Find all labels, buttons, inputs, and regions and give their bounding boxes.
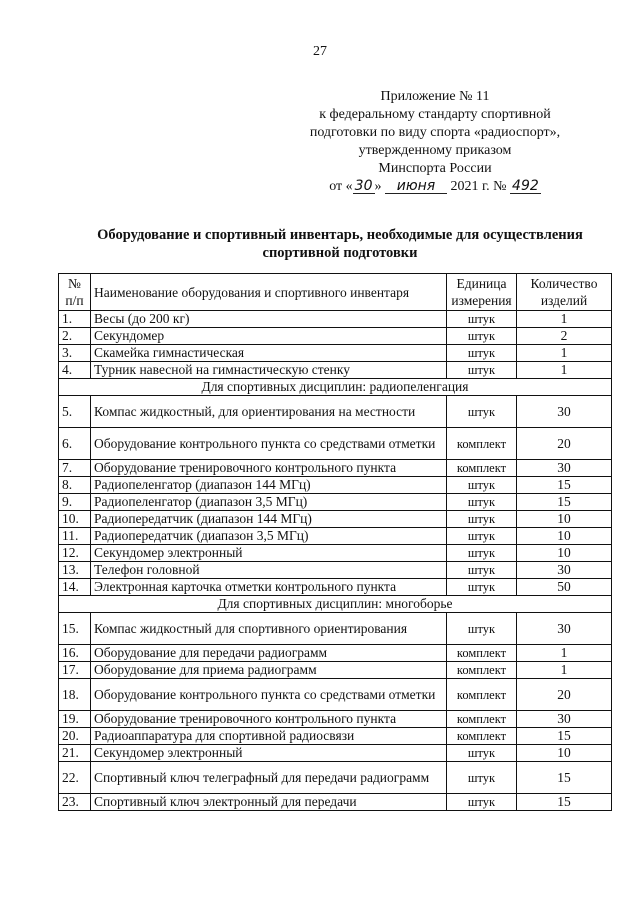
table-row [59, 460, 612, 477]
cell-qty: 30 [517, 613, 612, 645]
cell-name: Секундомер электронный [91, 745, 447, 762]
cell-unit: штук [447, 511, 517, 528]
cell-name: Компас жидкостный для спортивного ориентирования [91, 613, 447, 645]
cell-unit: штук [447, 545, 517, 562]
cell-num: 14. [59, 579, 91, 596]
cell-name: Секундомер электронный [91, 545, 447, 562]
table-row [59, 528, 612, 545]
header-qty: Количество изделий [517, 274, 612, 311]
cell-unit: штук [447, 579, 517, 596]
cell-unit: штук [447, 528, 517, 545]
cell-name: Радиоаппаратура для спортивной радиосвязи [91, 728, 447, 745]
table-row [59, 728, 612, 745]
table-row [59, 396, 612, 428]
table-row [59, 511, 612, 528]
cell-name: Телефон головной [91, 562, 447, 579]
cell-qty: 10 [517, 745, 612, 762]
appendix-line: подготовки по виду спорта «радиоспорт», [309, 125, 561, 140]
cell-qty: 1 [517, 345, 612, 362]
appendix-line: утвержденному приказом [358, 143, 512, 158]
equipment-table [58, 273, 612, 811]
table-row [59, 545, 612, 562]
cell-qty: 30 [517, 460, 612, 477]
cell-unit: штук [447, 328, 517, 345]
cell-qty: 30 [517, 562, 612, 579]
cell-name: Оборудование для приема радиограмм [91, 662, 447, 679]
cell-qty: 30 [517, 396, 612, 428]
table-row [59, 428, 612, 460]
table-row [59, 662, 612, 679]
cell-num: 8. [59, 477, 91, 494]
cell-num: 5. [59, 396, 91, 428]
cell-name: Радиопеленгатор (диапазон 144 МГц) [91, 477, 447, 494]
table-row [59, 494, 612, 511]
cell-num: 21. [59, 745, 91, 762]
table-header-row [59, 274, 612, 311]
cell-unit: штук [447, 794, 517, 811]
header-unit: Единица измерения [447, 274, 517, 311]
cell-unit: штук [447, 396, 517, 428]
cell-unit: штук [447, 362, 517, 379]
section-row [59, 596, 612, 613]
table-row [59, 745, 612, 762]
table-row [59, 762, 612, 794]
header-name: Наименование оборудования и спортивного инвентаря [91, 274, 447, 311]
order-line [270, 178, 600, 196]
cell-name: Компас жидкостный, для ориентирования на местности [91, 396, 447, 428]
cell-name: Спортивный ключ электронный для передачи [91, 794, 447, 811]
cell-num: 7. [59, 460, 91, 477]
cell-qty: 10 [517, 511, 612, 528]
cell-name: Оборудование тренировочного контрольного пункта [91, 460, 447, 477]
cell-qty: 1 [517, 645, 612, 662]
cell-qty: 15 [517, 477, 612, 494]
cell-qty: 15 [517, 794, 612, 811]
cell-qty: 20 [517, 428, 612, 460]
cell-name: Спортивный ключ телеграфный для передачи радиограмм [91, 762, 447, 794]
cell-num: 20. [59, 728, 91, 745]
cell-unit: штук [447, 613, 517, 645]
cell-unit: комплект [447, 679, 517, 711]
table-row [59, 362, 612, 379]
cell-num: 13. [59, 562, 91, 579]
table-row [59, 562, 612, 579]
header-num: № п/п [59, 274, 91, 311]
cell-unit: комплект [447, 728, 517, 745]
table-row [59, 613, 612, 645]
cell-qty: 30 [517, 711, 612, 728]
appendix-block [270, 88, 600, 196]
table-row [59, 345, 612, 362]
cell-qty: 50 [517, 579, 612, 596]
cell-num: 11. [59, 528, 91, 545]
order-month: июня [385, 179, 447, 194]
appendix-line: Минспорта России [378, 161, 492, 176]
cell-num: 17. [59, 662, 91, 679]
cell-name: Скамейка гимнастическая [91, 345, 447, 362]
cell-num: 10. [59, 511, 91, 528]
cell-name: Оборудование контрольного пункта со средствами отметки [91, 428, 447, 460]
cell-name: Оборудование тренировочного контрольного пункта [91, 711, 447, 728]
table-row [59, 645, 612, 662]
cell-qty: 10 [517, 528, 612, 545]
order-prefix: от « [329, 179, 353, 194]
cell-name: Оборудование для передачи радиограмм [91, 645, 447, 662]
cell-name: Радиопередатчик (диапазон 144 МГц) [91, 511, 447, 528]
cell-unit: штук [447, 311, 517, 328]
table-row [59, 311, 612, 328]
order-number: 492 [512, 178, 539, 194]
cell-name: Оборудование контрольного пункта со средствами отметки [91, 679, 447, 711]
cell-qty: 1 [517, 362, 612, 379]
cell-qty: 10 [517, 545, 612, 562]
cell-num: 23. [59, 794, 91, 811]
cell-num: 12. [59, 545, 91, 562]
table-row [59, 477, 612, 494]
cell-name: Радиопередатчик (диапазон 3,5 МГц) [91, 528, 447, 545]
table-body [59, 311, 612, 811]
cell-qty: 15 [517, 494, 612, 511]
section-row [59, 379, 612, 396]
order-year: 2021 г. № [450, 179, 507, 194]
cell-num: 16. [59, 645, 91, 662]
cell-num: 2. [59, 328, 91, 345]
table-row [59, 579, 612, 596]
cell-num: 3. [59, 345, 91, 362]
cell-name: Турник навесной на гимнастическую стенку [91, 362, 447, 379]
cell-unit: комплект [447, 460, 517, 477]
cell-name: Электронная карточка отметки контрольного пункта [91, 579, 447, 596]
section-title: Для спортивных дисциплин: многоборье [59, 596, 612, 613]
cell-num: 4. [59, 362, 91, 379]
cell-qty: 20 [517, 679, 612, 711]
cell-name: Радиопеленгатор (диапазон 3,5 МГц) [91, 494, 447, 511]
cell-num: 18. [59, 679, 91, 711]
table-row [59, 711, 612, 728]
table-row [59, 679, 612, 711]
cell-unit: штук [447, 345, 517, 362]
cell-qty: 2 [517, 328, 612, 345]
cell-num: 22. [59, 762, 91, 794]
cell-qty: 15 [517, 728, 612, 745]
cell-unit: штук [447, 494, 517, 511]
document-title: Оборудование и спортивный инвентарь, необходимые для осуществления спортивной подготовки [97, 227, 583, 261]
cell-name: Весы (до 200 кг) [91, 311, 447, 328]
cell-num: 15. [59, 613, 91, 645]
cell-unit: комплект [447, 662, 517, 679]
section-title: Для спортивных дисциплин: радиопеленгация [59, 379, 612, 396]
cell-qty: 1 [517, 662, 612, 679]
order-day: 30 [354, 178, 373, 194]
cell-unit: штук [447, 745, 517, 762]
cell-unit: штук [447, 762, 517, 794]
cell-unit: комплект [447, 711, 517, 728]
cell-unit: комплект [447, 428, 517, 460]
cell-qty: 15 [517, 762, 612, 794]
cell-num: 9. [59, 494, 91, 511]
order-mid: » [374, 179, 382, 194]
table-row [59, 794, 612, 811]
cell-num: 19. [59, 711, 91, 728]
page-number: 27 [313, 44, 327, 59]
cell-num: 6. [59, 428, 91, 460]
cell-num: 1. [59, 311, 91, 328]
cell-qty: 1 [517, 311, 612, 328]
appendix-line: к федеральному стандарту спортивной [319, 107, 551, 122]
cell-unit: штук [447, 477, 517, 494]
cell-unit: комплект [447, 645, 517, 662]
cell-name: Секундомер [91, 328, 447, 345]
table-row [59, 328, 612, 345]
cell-unit: штук [447, 562, 517, 579]
appendix-line: Приложение № 11 [380, 89, 490, 104]
